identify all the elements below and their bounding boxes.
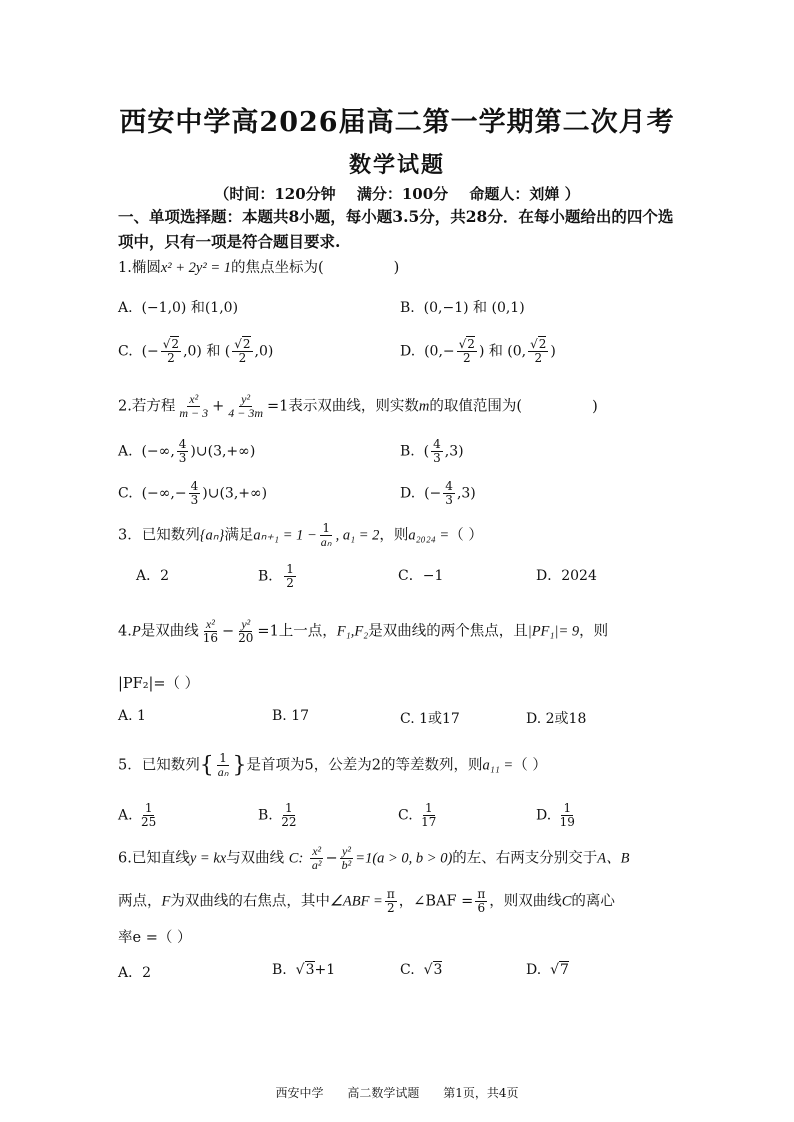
q5-option-c: C. $\frac{1}{17}$ — [398, 801, 437, 829]
q6-option-a: A．2 — [118, 965, 152, 981]
question-3: 3．已知数列{aₙ}满足aₙ₊₁ = 1 − $\frac{1}{\text{aₙ}}$ , a₁ = 2，则a₂₀₂₄ =（ ） — [118, 521, 483, 549]
q1-option-c: C. (− $\frac{√2}{2}$ ,0) 和 ( $\frac{√2}{2}$ ,0) — [118, 337, 274, 365]
question-6: 6.已知直线y = kx与双曲线 C: $\frac{\text{x²}}{\text{a²}}$ − $\frac{\text{y²}}{\text{b²}}$ =1(a > 0, b > 0)的左、右两支分别交于A、B — [118, 844, 630, 872]
q5-option-a: A. $\frac{1}{25}$ — [118, 801, 157, 829]
page-footer — [0, 1084, 794, 1101]
question-2: 2.若方程 $\frac{\text{x²}}{m - 3}$ + $\frac{\text{y²}}{4 - 3m}$ =1表示双曲线，则实数m的取值范围为( ) — [118, 392, 598, 420]
q5-option-d: D. $\frac{1}{19}$ — [536, 801, 575, 829]
q4-option-c: C. 1或17 — [400, 711, 460, 727]
q1-option-d: D. (0,− $\frac{√2}{2}$ ) 和 (0, $\frac{√2}{2}$ ) — [400, 337, 556, 365]
section-heading: 一、单项选择题：本题共8小题，每小题3.5分，共28分．在每小题给出的四个选项中，只有一项是符合题目要求. — [118, 207, 674, 251]
q4-option-d: D. 2或18 — [526, 711, 587, 727]
footer-subject: 高二数学试题 — [347, 1086, 420, 1100]
q1-option-a: A. (−1,0) 和(1,0) — [118, 300, 239, 316]
question-5: 5．已知数列{ $\frac{1}{\text{aₙ}}$ }是首项为5，公差为2的等差数列，则a₁₁ =（ ） — [118, 751, 547, 779]
exam-subtitle: 数学试题 — [348, 152, 445, 178]
q3-option-c: C．−1 — [398, 568, 444, 584]
exam-title: 西安中学高2026届高二第一学期第二次月考 — [119, 107, 675, 138]
q2-option-a: A. (−∞, $\frac{4}{3}$ )∪(3,+∞) — [118, 437, 256, 465]
footer-page: 第1页，共4页 — [443, 1086, 519, 1100]
q2-option-b: B. ( $\frac{4}{3}$ ,3) — [400, 437, 464, 465]
q6-option-b: B. √3+1 — [272, 962, 336, 978]
question-1: 1.椭圆x² + 2y² = 1的焦点坐标为( ) — [118, 260, 400, 276]
question-4: 4.P是双曲线 $\frac{\text{x²}}{16}$ − $\frac{\text{y²}}{20}$ =1上一点，F₁,F₂是双曲线的两个焦点，且|PF₁|= 9，则 — [118, 617, 609, 645]
q4-option-b: B. 17 — [272, 708, 310, 724]
exam-author: 命题人：刘婵 ） — [469, 185, 580, 203]
q4-option-a: A. 1 — [118, 708, 146, 724]
q6-option-d: D. √7 — [526, 962, 569, 978]
q3-option-b: B． $\frac{1}{2}$ — [258, 562, 294, 590]
q3-option-d: D．2024 — [536, 568, 597, 584]
q1-option-b: B. (0,−1) 和 (0,1) — [400, 300, 525, 316]
q4-continuation: |PF₂|=（ ） — [118, 676, 200, 692]
q2-option-d: D. (− $\frac{4}{3}$ ,3) — [400, 479, 476, 507]
exam-score: 满分：100分 — [356, 185, 449, 203]
exam-meta — [0, 183, 794, 204]
q2-option-c: C. (−∞,− $\frac{4}{3}$ )∪(3,+∞) — [118, 479, 268, 507]
footer-school: 西安中学 — [275, 1086, 324, 1100]
exam-time: （时间：120分钟 — [214, 185, 336, 203]
q6-option-c: C. √3 — [400, 962, 443, 978]
q5-option-b: B. $\frac{1}{22}$ — [258, 801, 297, 829]
q6-line-2: 两点，F为双曲线的右焦点，其中∠ABF = $\frac{\pi}{2}$ ，∠BAF = $\frac{\pi}{6}$ ，则双曲线C的离心 — [118, 887, 615, 915]
q6-line-3: 率e =（ ） — [118, 930, 192, 946]
q3-option-a: A．2 — [136, 568, 170, 584]
